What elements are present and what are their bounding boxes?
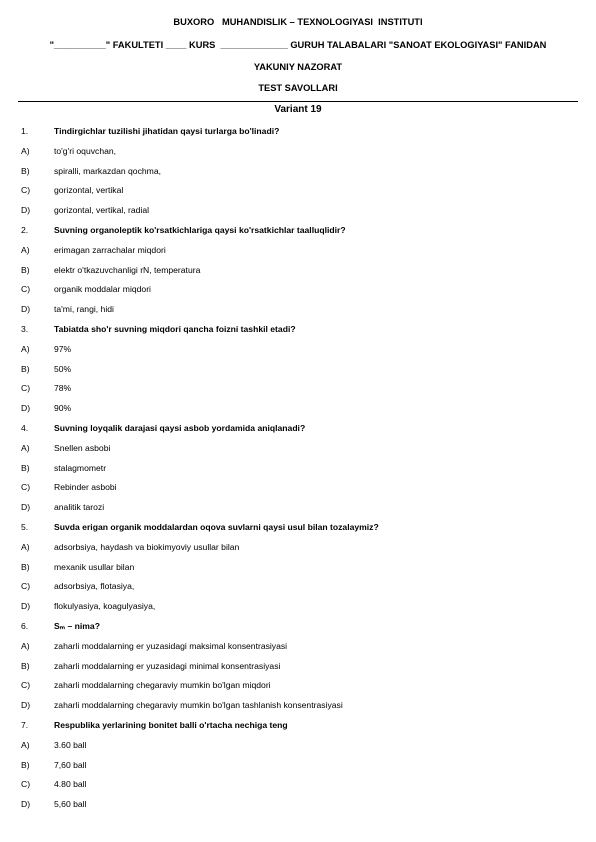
answer-text: to'g'ri oquvchan,: [54, 145, 117, 156]
question-row: [0, 221, 596, 241]
answer-text: 7,60 ball: [54, 759, 87, 770]
answer-letter: A): [21, 739, 30, 750]
answer-letter: C): [21, 680, 31, 691]
faculty-group-line: "__________" FAKULTETI ____ KURS _____________ GURUH TALABALARI "SANOAT EKOLOGIYASI" FANIDAN: [49, 40, 547, 50]
answer-text: 3.60 ball: [54, 739, 87, 750]
answer-letter: D): [21, 205, 31, 216]
answer-text: 97%: [54, 343, 72, 354]
answer-letter: A): [21, 640, 30, 651]
answer-row: [0, 478, 596, 498]
answer-letter: B): [21, 363, 30, 374]
answer-letter: C): [21, 185, 31, 196]
answer-text: gorizontal, vertikal, radial: [54, 205, 150, 216]
answer-letter: B): [21, 759, 30, 770]
question-row: [0, 320, 596, 340]
question-number: 6.: [21, 620, 29, 631]
answer-row: [0, 459, 596, 479]
question-text: Suvning loyqalik darajasi qaysi asbob yordamida aniqlanadi?: [54, 422, 306, 433]
answer-letter: D): [21, 502, 31, 513]
answer-letter: C): [21, 581, 31, 592]
answer-row: [0, 360, 596, 380]
answer-text: elektr o'tkazuvchanligi rN, temperatura: [54, 264, 201, 275]
answer-letter: D): [21, 304, 31, 315]
answer-text: 50%: [54, 363, 72, 374]
answer-text: zaharli moddalarning chegaraviy mumkin bo'lgan miqdori: [54, 680, 271, 691]
answer-letter: C): [21, 284, 31, 295]
question-row: [0, 419, 596, 439]
answer-text: stalagmometr: [54, 462, 107, 473]
answer-letter: D): [21, 601, 31, 612]
answer-letter: B): [21, 165, 30, 176]
answer-text: 78%: [54, 383, 72, 394]
answer-text: organik moddalar miqdori: [54, 284, 151, 295]
answer-text: adsorbsiya, haydash va biokimyoviy usullar bilan: [54, 541, 240, 552]
answer-text: analitik tarozi: [54, 502, 105, 513]
answer-letter: A): [21, 145, 30, 156]
answer-row: [0, 379, 596, 399]
answer-row: [0, 162, 596, 182]
question-number: 2.: [21, 224, 29, 235]
question-text: Tabiatda sho'r suvning miqdori qancha foizni tashkil etadi?: [54, 323, 296, 334]
answer-text: zaharli moddalarning er yuzasidagi minimal konsentrasiyasi: [54, 660, 281, 671]
institute-title: BUXORO MUHANDISLIK – TEXNOLOGIYASI INSTITUTI: [173, 17, 423, 27]
answer-row: [0, 597, 596, 617]
answer-row: [0, 736, 596, 756]
answer-row: [0, 538, 596, 558]
question-row: [0, 716, 596, 736]
answer-text: zaharli moddalarning chegaraviy mumkin bo'lgan tashlanish konsentrasiyasi: [54, 700, 343, 711]
answer-row: [0, 241, 596, 261]
answer-row: [0, 340, 596, 360]
question-number: 1.: [21, 126, 29, 136]
answer-letter: C): [21, 383, 31, 394]
answer-letter: A): [21, 442, 30, 453]
answer-letter: B): [21, 462, 30, 473]
answer-letter: D): [21, 403, 31, 414]
answer-row: [0, 775, 596, 795]
variant-label: Variant 19: [274, 104, 322, 115]
question-number: 4.: [21, 422, 29, 433]
question-number: 7.: [21, 719, 29, 730]
answer-text: spiralli, markazdan qochma,: [54, 165, 161, 176]
answer-row: [0, 439, 596, 459]
answer-text: ta'mi, rangi, hidi: [54, 304, 114, 315]
answer-row: [0, 399, 596, 419]
question-text: Sₘ – nima?: [54, 620, 100, 631]
answer-row: [0, 261, 596, 281]
answer-text: flokulyasiya, koagulyasiya,: [54, 601, 156, 612]
answer-text: zaharli moddalarning er yuzasidagi maksimal konsentrasiyasi: [54, 640, 288, 651]
answer-letter: A): [21, 541, 30, 552]
answer-text: 5,60 ball: [54, 799, 87, 810]
answer-text: erimagan zarrachalar miqdori: [54, 244, 166, 255]
answer-text: gorizontal, vertikal: [54, 185, 124, 196]
answer-row: [0, 577, 596, 597]
answer-row: [0, 300, 596, 320]
question-number: 5.: [21, 521, 29, 532]
answer-row: [0, 181, 596, 201]
exam-title: YAKUNIY NAZORAT: [253, 62, 343, 72]
answer-row: [0, 657, 596, 677]
answer-text: Snellen asbobi: [54, 442, 111, 453]
question-text: Tindirgichlar tuzilishi jihatidan qaysi turlarga bo'linadi?: [54, 126, 280, 136]
answer-row: [0, 280, 596, 300]
answer-row: [0, 498, 596, 518]
answer-letter: A): [21, 244, 30, 255]
section-title: TEST SAVOLLARI: [258, 83, 338, 93]
answer-row: [0, 676, 596, 696]
answer-row: [0, 795, 596, 815]
answer-row: [0, 142, 596, 162]
answer-letter: B): [21, 264, 30, 275]
answer-letter: C): [21, 482, 31, 493]
answer-letter: B): [21, 561, 30, 572]
answer-text: mexanik usullar bilan: [54, 561, 135, 572]
answer-row: [0, 201, 596, 221]
answer-letter: B): [21, 660, 30, 671]
question-number: 3.: [21, 323, 29, 334]
header-divider: [18, 101, 578, 102]
question-text: Suvda erigan organik moddalardan oqova suvlarni qaysi usul bilan tozalaymiz?: [54, 521, 379, 532]
answer-letter: C): [21, 779, 31, 790]
question-row: [0, 518, 596, 538]
answer-text: 4.80 ball: [54, 779, 87, 790]
answer-letter: D): [21, 700, 31, 711]
question-text: Respublika yerlarining bonitet balli o'rtacha nechiga teng: [54, 719, 288, 730]
answer-row: [0, 696, 596, 716]
answer-letter: A): [21, 343, 30, 354]
answer-row: [0, 756, 596, 776]
answer-text: adsorbsiya, flotasiya,: [54, 581, 135, 592]
answer-row: [0, 558, 596, 578]
answer-letter: D): [21, 799, 31, 810]
answer-text: Rebinder asbobi: [54, 482, 117, 493]
question-row: [0, 122, 596, 142]
answer-row: [0, 637, 596, 657]
question-list: [0, 122, 596, 815]
answer-text: 90%: [54, 403, 72, 414]
question-row: [0, 617, 596, 637]
question-text: Suvning organoleptik ko'rsatkichlariga qaysi ko'rsatkichlar taalluqlidir?: [54, 224, 346, 235]
